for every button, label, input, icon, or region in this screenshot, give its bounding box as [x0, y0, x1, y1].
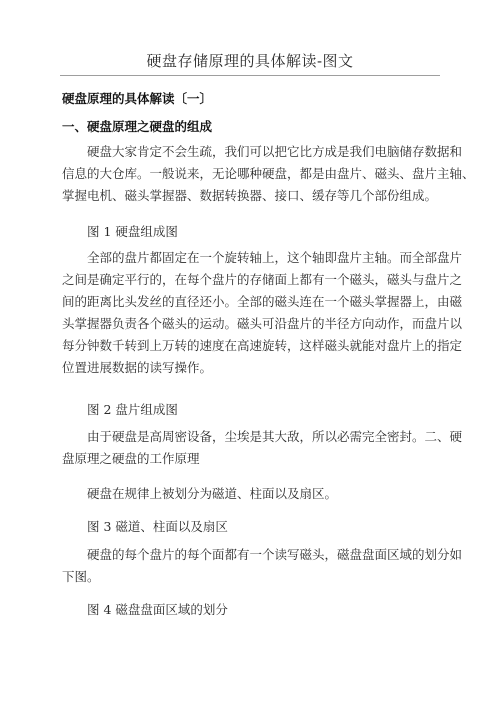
paragraph-line: 硬盘的每个盘片的每个面都有一个读写磁头，磁盘盘面区域的划分如 — [87, 547, 463, 562]
figure-caption-1: 图 1 硬盘组成图 — [87, 224, 178, 239]
paragraph-line: 由于硬盘是高周密设备，尘埃是其大敌，所以必需完全密封。二、硬 — [87, 429, 463, 444]
section-heading: 硬盘原理的具体解读〔一〕 — [62, 91, 213, 106]
document-title: 硬盘存储原理的具体解读-图文 — [146, 52, 354, 70]
paragraph-2 — [62, 247, 463, 401]
subsection-heading: 一、硬盘原理之硬盘的组成 — [62, 119, 213, 134]
paragraph-5 — [62, 544, 463, 588]
paragraph-line: 之间是确定平行的，在每个盘片的存储面上都有一个磁头，磁头与盘片之 — [62, 272, 463, 287]
paragraph-3 — [62, 426, 463, 470]
paragraph-line: 信息的大仓库。一般说来，无论哪种硬盘，都是由盘片、磁头、盘片主轴、 — [62, 166, 475, 181]
paragraph-line: 每分钟数千转到上万转的速度在高速旋转，这样磁头就能对盘片上的指定 — [62, 338, 463, 353]
paragraph-line: 间的距离比头发丝的直径还小。全部的磁头连在一个磁头掌握器上，由磁 — [62, 294, 463, 309]
paragraph-1 — [62, 141, 475, 207]
figure-caption-2: 图 2 盘片组成图 — [87, 402, 178, 417]
paragraph-line: 硬盘大家肯定不会生疏，我们可以把它比方成是我们电脑储存数据和 — [87, 144, 463, 159]
paragraph-line — [62, 379, 440, 401]
paragraph-4 — [62, 483, 440, 505]
paragraph-line: 下图。 — [62, 569, 100, 584]
title-divider — [60, 75, 440, 76]
paragraph-line: 位置进展数据的读写操作。 — [62, 360, 213, 375]
paragraph-line: 盘原理之硬盘的工作原理 — [62, 451, 200, 466]
paragraph-line: 硬盘在规律上被划分为磁道、柱面以及扇区。 — [87, 486, 338, 501]
paragraph-line: 掌握电机、磁头掌握器、数据转换器、接口、缓存等几个部份组成。 — [62, 188, 438, 203]
figure-caption-3: 图 3 磁道、柱面以及扇区 — [87, 519, 228, 534]
paragraph-line: 全部的盘片都固定在一个旋转轴上，这个轴即盘片主轴。而全部盘片 — [87, 250, 463, 265]
figure-caption-4: 图 4 磁盘盘面区域的划分 — [87, 602, 228, 617]
paragraph-line: 头掌握器负责各个磁头的运动。磁头可沿盘片的半径方向动作，而盘片以 — [62, 316, 463, 331]
